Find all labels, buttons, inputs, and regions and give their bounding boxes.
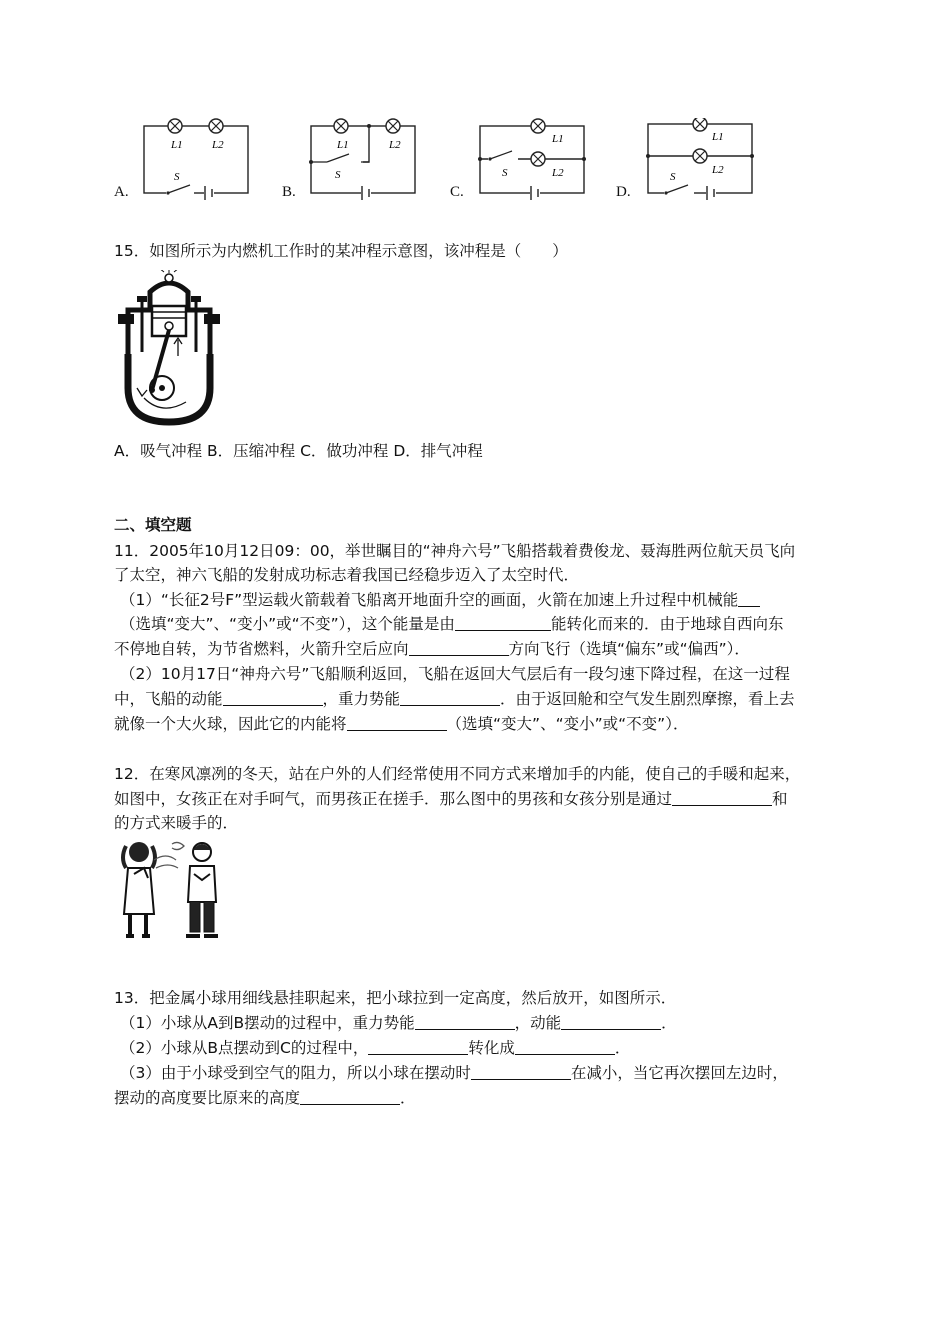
q11-line-2: 了太空，神六飞船的发射成功标志着我国已经稳步迈入了太空时代． <box>114 566 580 584</box>
answer-blank[interactable] <box>347 714 447 731</box>
q15-options: A．吸气冲程 B．压缩冲程 C．做功冲程 D．排气冲程 <box>114 442 483 460</box>
q11-line-8: 就像一个大火球，因此它的内能将 （选填“变大”、“变小”或“不变”）． <box>114 715 689 733</box>
switch-s-label: S <box>502 167 508 179</box>
section-title: 二、填空题 <box>114 516 192 534</box>
q13-line-5: 摆动的高度要比原来的高度 ． <box>114 1089 416 1107</box>
q11-line-4: （选填“变大”、“变小”或“不变”），这个能量是由 能转化而来的．由于地球自西向东 <box>120 615 784 633</box>
boy-girl-warming-hands-figure <box>114 838 224 942</box>
lamp-l1-label: L1 <box>552 133 564 145</box>
circuit-diagram-c <box>474 118 589 200</box>
q15-stem: 15．如图所示为内燃机工作时的某冲程示意图，该冲程是（ ） <box>114 242 568 260</box>
q13-line-3: （2）小球从B点摆动到C的过程中， 转化成 ． <box>120 1039 631 1057</box>
q11-line-3: （1）“长征2号F”型运载火箭载着飞船离开地面升空的画面，火箭在加速上升过程中机械能 <box>120 589 760 611</box>
lamp-l1-label: L1 <box>337 139 349 151</box>
q13-line-4: （3）由于小球受到空气的阻力，所以小球在摆动时 在减小，当它再次摆回左边时， <box>120 1064 788 1082</box>
engine-stroke-figure <box>114 270 224 430</box>
q12-line-3: 的方式来暖手的． <box>114 814 239 832</box>
lamp-l1-label: L1 <box>171 139 183 151</box>
q11-line-6: （2）10月17日“神舟六号”飞船顺利返回，飞船在返回大气层后有一段匀速下降过程，在这一过程 <box>120 665 790 683</box>
q11-line-7: 中，飞船的动能 ，重力势能 ．由于返回舱和空气发生剧烈摩擦，看上去 <box>114 690 795 708</box>
lamp-l1-label: L1 <box>712 131 724 143</box>
q13-line-2: （1）小球从A到B摆动的过程中，重力势能 ，动能 ． <box>120 1014 677 1032</box>
answer-blank[interactable] <box>223 689 323 706</box>
answer-blank[interactable] <box>368 1038 468 1055</box>
q11-line-5: 不停地自转，为节省燃料，火箭升空后应向 方向飞行（选填“偏东”或“偏西”）． <box>114 640 750 658</box>
answer-blank[interactable] <box>409 639 509 656</box>
answer-blank[interactable] <box>738 590 760 607</box>
answer-blank[interactable] <box>515 1038 615 1055</box>
switch-s-label: S <box>335 169 341 181</box>
answer-blank[interactable] <box>471 1063 571 1080</box>
switch-s-label: S <box>670 171 676 183</box>
option-b-label: B. <box>282 184 296 200</box>
answer-blank[interactable] <box>400 689 500 706</box>
option-c-label: C. <box>450 184 464 200</box>
circuit-diagram-a <box>138 118 253 200</box>
lamp-l2-label: L2 <box>212 139 224 151</box>
lamp-l2-label: L2 <box>712 164 724 176</box>
q12-line-2: 如图中，女孩正在对手呵气，而男孩正在搓手．那么图中的男孩和女孩分别是通过 和 <box>114 790 788 808</box>
answer-blank[interactable] <box>561 1013 661 1030</box>
option-d-label: D. <box>616 184 631 200</box>
lamp-l2-label: L2 <box>552 167 564 179</box>
answer-blank[interactable] <box>672 789 772 806</box>
circuit-diagram-d <box>642 118 757 200</box>
q13-line-1: 13．把金属小球用细线悬挂职起来，把小球拉到一定高度，然后放开，如图所示． <box>114 989 677 1007</box>
answer-blank[interactable] <box>300 1088 400 1105</box>
circuit-diagram-b <box>305 118 420 200</box>
q12-line-1: 12．在寒风凛冽的冬天，站在户外的人们经常使用不同方式来增加手的内能，使自己的手暖和起来， <box>114 765 801 783</box>
switch-s-label: S <box>174 171 180 183</box>
q11-line-1: 11．2005年10月12日09：00，举世瞩目的“神舟六号”飞船搭载着费俊龙、聂海胜两位航天员飞向 <box>114 542 796 560</box>
option-a-label: A. <box>114 184 129 200</box>
lamp-l2-label: L2 <box>389 139 401 151</box>
answer-blank[interactable] <box>415 1013 515 1030</box>
answer-blank[interactable] <box>455 614 551 631</box>
